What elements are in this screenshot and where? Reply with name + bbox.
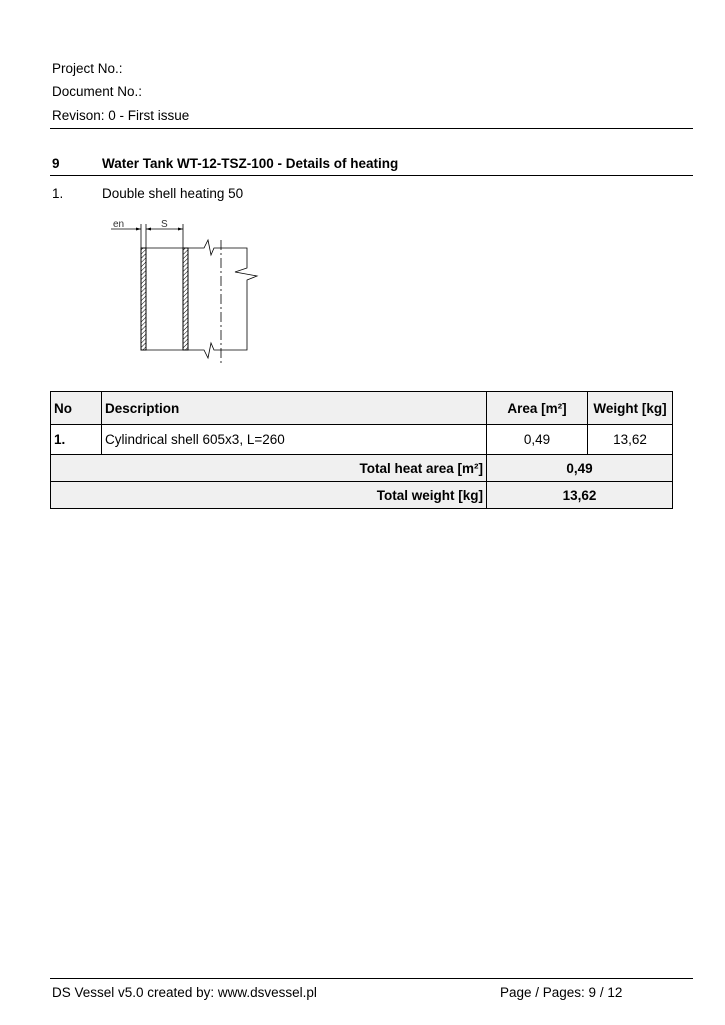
col-description: Description (102, 392, 487, 425)
section-title: Water Tank WT-12-TSZ-100 - Details of heating (102, 156, 399, 171)
project-no: Project No.: (52, 61, 123, 76)
footer-credit: DS Vessel v5.0 created by: www.dsvessel.pl (52, 985, 317, 1000)
item-title: Double shell heating 50 (102, 186, 244, 201)
label-en: en (113, 219, 125, 230)
header-divider (50, 128, 693, 129)
vessel-outline (146, 240, 257, 365)
row-area: 0,49 (487, 425, 588, 455)
document-no: Document No.: (52, 84, 143, 99)
total-weight-label: Total weight [kg] (51, 482, 487, 509)
heating-shell-drawing (100, 210, 270, 370)
total-area-label: Total heat area [m²] (51, 455, 487, 482)
page-counter: Page / Pages: 9 / 12 (500, 985, 623, 1000)
item-number: 1. (52, 186, 64, 201)
table-header-row (51, 392, 673, 425)
footer-divider (50, 978, 693, 979)
total-area-row (51, 455, 673, 482)
label-s: S (161, 219, 168, 230)
col-no: No (51, 392, 102, 425)
section-number: 9 (52, 156, 60, 171)
heating-parts-table (50, 391, 673, 509)
outer-shell-wall (183, 248, 188, 350)
revision: Revison: 0 - First issue (52, 108, 190, 123)
inner-shell-wall (141, 248, 146, 350)
col-weight: Weight [kg] (588, 392, 673, 425)
col-area: Area [m²] (487, 392, 588, 425)
table-row (51, 425, 673, 455)
row-weight: 13,62 (588, 425, 673, 455)
row-description: Cylindrical shell 605x3, L=260 (102, 425, 487, 455)
total-area-value: 0,49 (487, 455, 673, 482)
total-weight-row (51, 482, 673, 509)
total-weight-value: 13,62 (487, 482, 673, 509)
row-no: 1. (51, 425, 102, 455)
section-divider (50, 175, 693, 176)
